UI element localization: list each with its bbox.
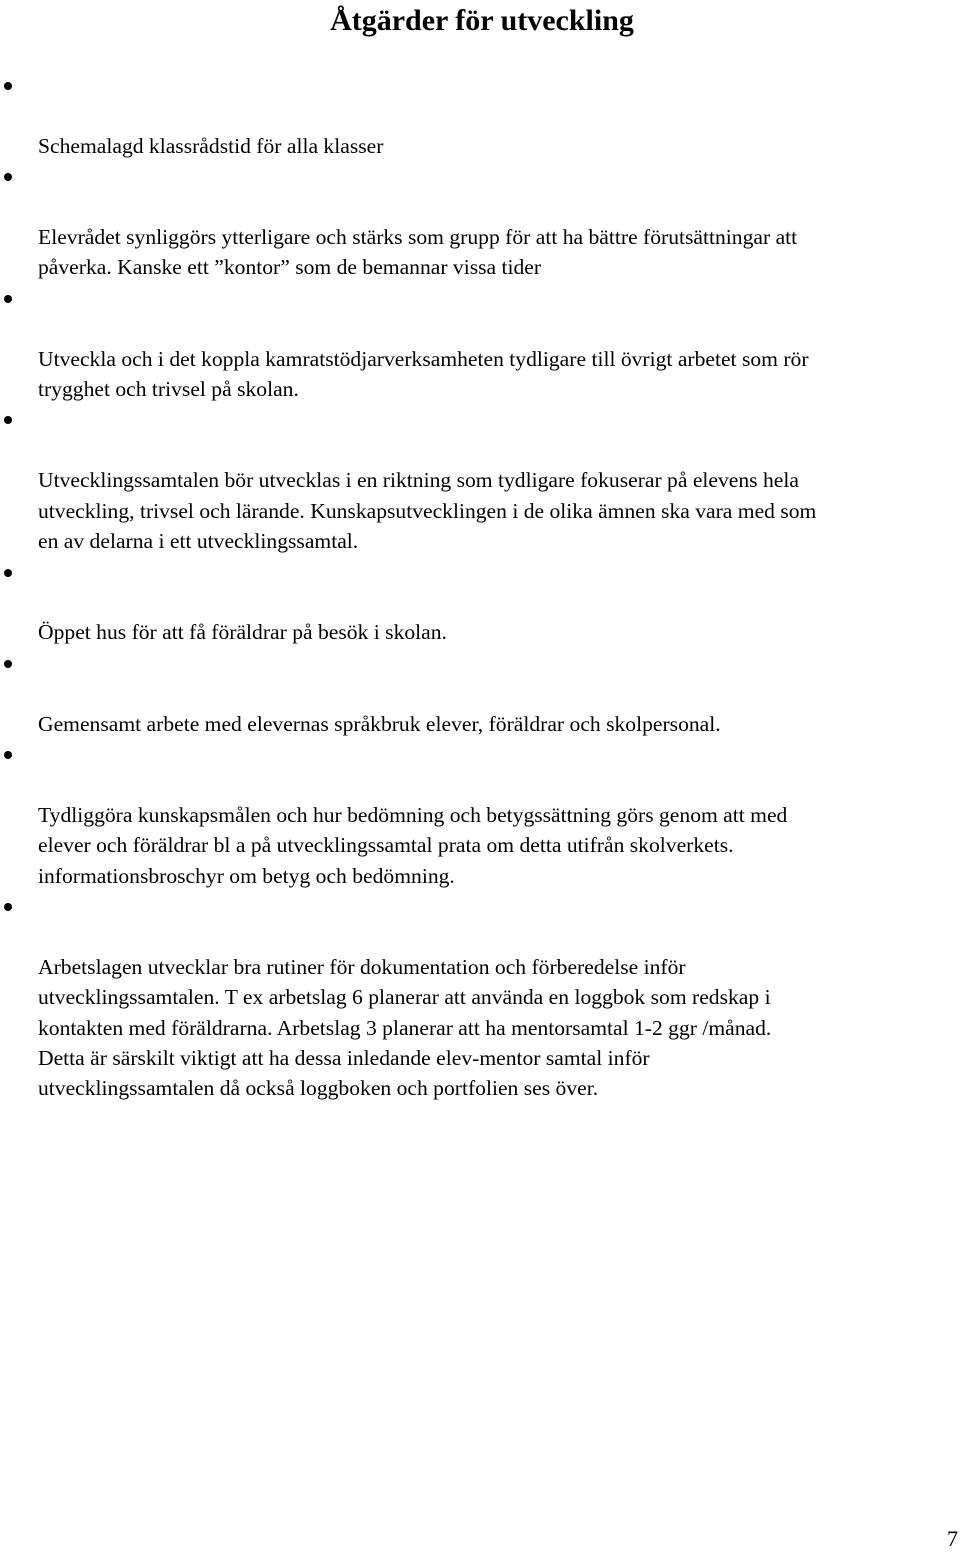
list-item — [0, 70, 960, 161]
list-item-text: Utveckla och i det koppla kamratstödjarverksamheten tydligare till övrigt arbetet som rör trygghet och trivsel på skolan. — [38, 346, 809, 402]
bullet-icon — [4, 173, 12, 181]
bullet-icon — [4, 416, 12, 424]
bullet-icon — [4, 751, 12, 759]
list-item — [0, 891, 960, 1104]
list-item-text: Utvecklingssamtalen bör utvecklas i en riktning som tydligare fokuserar på elevens hela utveckling, trivsel och lärande. Kunskapsutvecklingen i de olika ämnen ska vara med som en av delarna i ett utvecklingssamtal. — [38, 468, 817, 554]
list-item-text: Tydliggöra kunskapsmålen och hur bedömning och betygssättning görs genom att med elever och föräldrar bl a på utvecklingssamtal prata om detta utifrån skolverkets. informationsbroschyr om betyg och bedömning. — [38, 802, 788, 888]
bullet-icon — [4, 569, 12, 577]
list-item — [0, 739, 960, 891]
page-title: Åtgärder för utveckling — [330, 4, 634, 37]
list-item-text: Arbetslagen utvecklar bra rutiner för dokumentation och förberedelse inför utvecklingssamtalen. T ex arbetslag 6 planerar att använda en loggbok som redskap i kontakten med föräldrarna. Arbetslag 3 planerar att ha mentorsamtal 1-2 ggr /månad. Detta är särskilt viktigt att ha dessa inledande elev-mentor samtal inför utvecklingssamtalen då också loggboken och portfolien ses över. — [38, 954, 772, 1101]
list-item-text: Öppet hus för att få föräldrar på besök i skolan. — [38, 620, 447, 645]
list-item — [0, 648, 960, 739]
bullet-icon — [4, 295, 12, 303]
list-item-text: Gemensamt arbete med elevernas språkbruk elever, föräldrar och skolpersonal. — [38, 711, 721, 736]
list-item — [0, 283, 960, 405]
bullet-icon — [4, 82, 12, 90]
action-bullet-list — [0, 70, 960, 1104]
list-item — [0, 404, 960, 556]
bullet-icon — [4, 903, 12, 911]
list-item — [0, 161, 960, 283]
list-item-text: Schemalagd klassrådstid för alla klasser — [38, 133, 384, 158]
bullet-icon — [4, 660, 12, 668]
list-item-text: Elevrådet synliggörs ytterligare och stärks som grupp för att ha bättre förutsättningar att påverka. Kanske ett ”kontor” som de bemannar vissa tider — [38, 225, 798, 280]
list-item — [0, 557, 960, 648]
page-number: 7 — [947, 1526, 958, 1551]
